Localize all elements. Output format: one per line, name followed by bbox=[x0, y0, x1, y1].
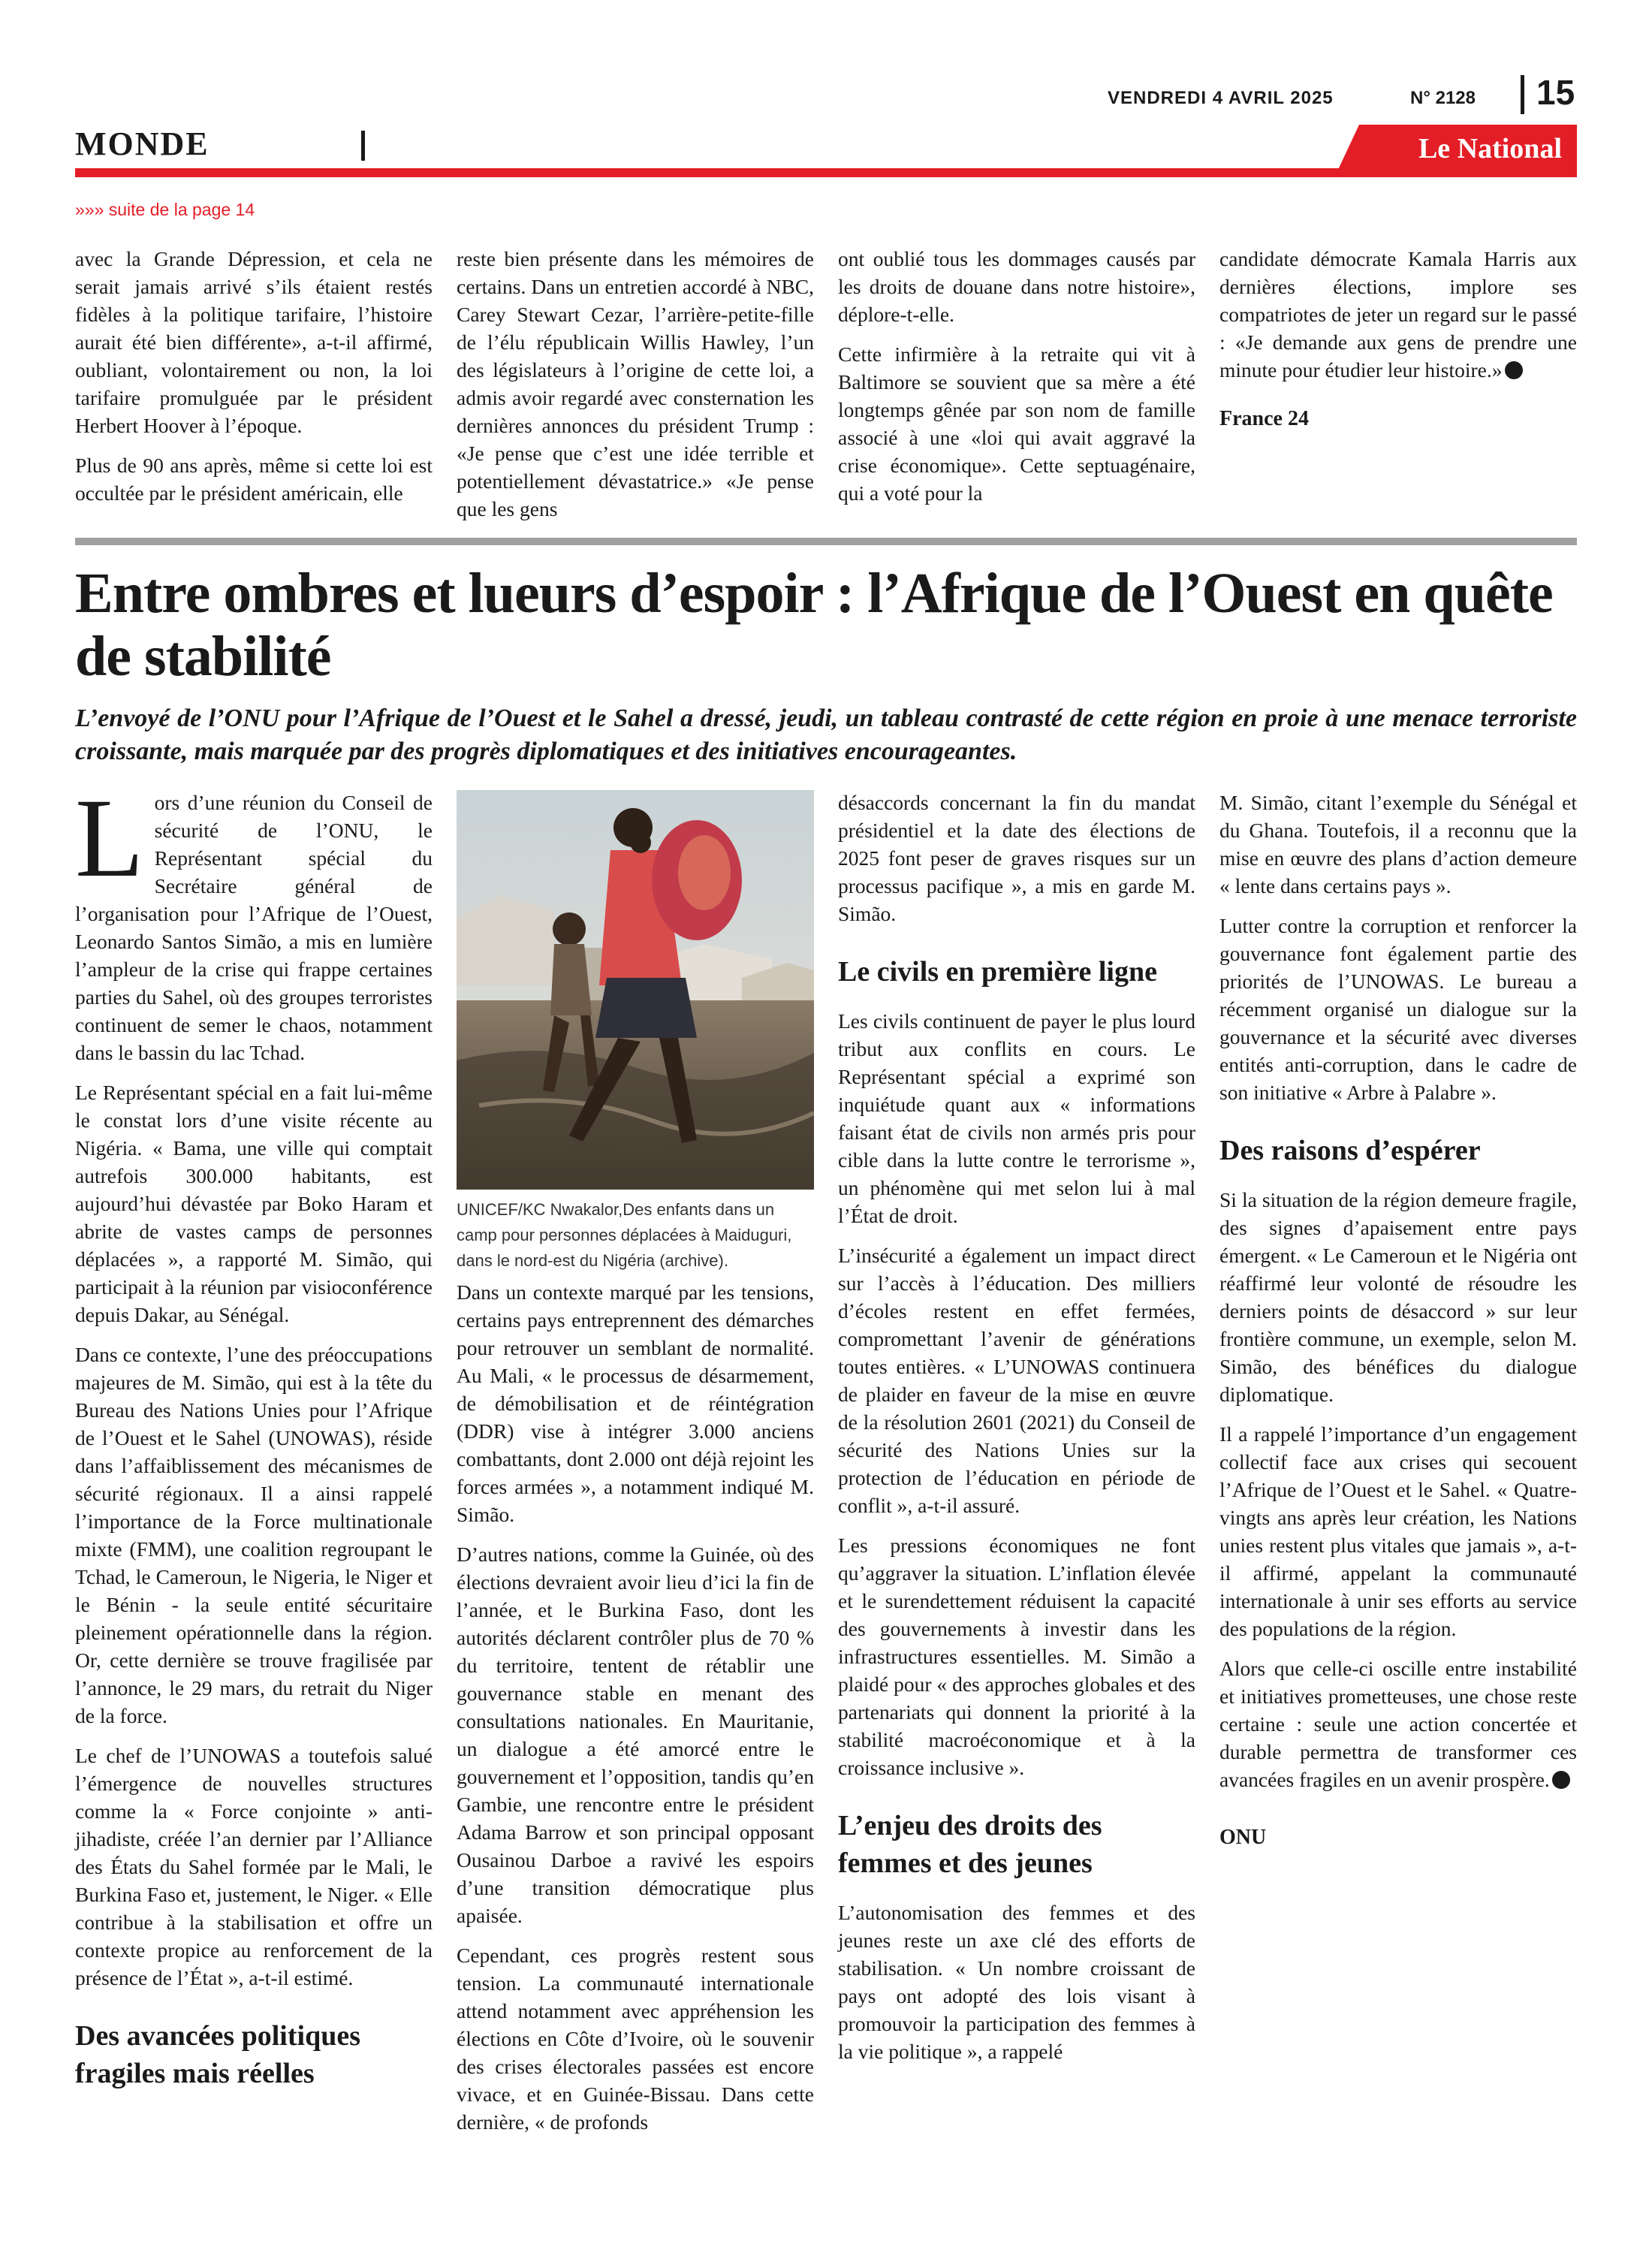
page-number: 15 bbox=[1536, 73, 1575, 112]
paragraph-text: Alors que celle-ci oscille entre instabilité et initiatives prometteuses, une chose reste certaine : seule une action concertée et durable permettra de transformer ces avancées fragiles en un avenir prospère. bbox=[1219, 1657, 1577, 1791]
subheading: L’enjeu des droits des femmes et des jeunes bbox=[838, 1810, 1102, 1879]
paragraph: ont oublié tous les dommages causés par les droits de douane dans notre histoire», déplore-t-elle. bbox=[838, 247, 1195, 326]
article-separator bbox=[75, 538, 1577, 545]
paragraph: Plus de 90 ans après, même si cette loi est occultée par le président américain, elle bbox=[75, 454, 433, 505]
paragraph: reste bien présente dans les mémoires de certains. Dans un entretien accordé à NBC, Carey Stewart Cezar, l’arrière-petite-fille de l’élu républicain Willis Hawley, l’un des législateurs à l’origine de cette loi, a admis avoir regardé avec consternation les dernières annonces du président Trump : «Je pense que c’est une idée terrible et potentiellement dévastatrice.» «Je pense que les gens bbox=[457, 247, 814, 520]
top-article-column-1 bbox=[75, 245, 433, 519]
paragraph: Le chef de l’UNOWAS a toutefois salué l’émergence de nouvelles structures comme la « Force conjointe » anti-jihadiste, créée l’an dernier par l’Alliance des États du Sahel formée par le Mali, le Burkina Faso et, justement, le Niger. « Elle contribue à la stabilisation et offre un contexte propice au renforcement de la présence de l’État », a-t-il estimé. bbox=[75, 1744, 433, 1989]
section-title: MONDE bbox=[75, 125, 210, 162]
top-article-column-3 bbox=[838, 245, 1195, 519]
paragraph: Cependant, ces progrès restent sous tension. La communauté internationale attend notamment avec appréhension les élections en Côte d’Ivoire, où le souvenir des crises électorales passées est encore vivace, et en Guinée-Bissau. Dans cette dernière, « de profonds bbox=[457, 1944, 814, 2134]
paragraph: L’autonomisation des femmes et des jeunes reste un axe clé des efforts de stabilisation. « Un nombre croissant de pays ont adopté des lois visant à promouvoir la participation des femmes à la vie politique », a rappelé bbox=[838, 1901, 1195, 2063]
paragraph: Il a rappelé l’importance d’un engagement collectif face aux crises qui secouent l’Afrique de l’Ouest et le Sahel. « Quatre-vingts ans après leur création, les Nations unies restent plus vitales que jamais », a-t-il affirmé, appelant la communauté internationale à unir ses efforts au service des populations de la région. bbox=[1219, 1422, 1577, 1640]
paragraph: M. Simão, citant l’exemple du Sénégal et du Ghana. Toutefois, il a reconnu que la mise en œuvre des plans d’action demeure « lente dans certains pays ». bbox=[1219, 791, 1577, 897]
article-signature: ONU bbox=[1219, 1826, 1267, 1849]
subheading: Des raisons d’espérer bbox=[1219, 1135, 1481, 1166]
paragraph: Si la situation de la région demeure fragile, des signes d’apaisement entre pays émergent. « Le Cameroun et le Nigéria ont réaffirmé leur volonté de résoudre les derniers points de désaccord » sur leur frontière commune, un exemple, selon M. Simão, des bénéfices du dialogue diplomatique. bbox=[1219, 1188, 1577, 1406]
article-column-3 bbox=[838, 789, 1195, 2077]
brand-logo: Le National bbox=[1418, 133, 1562, 164]
paragraph: Lutter contre la corruption et renforcer la gouvernance font également partie des priorités de l’UNOWAS. Le bureau a récemment organisé un dialogue sur la gouvernance et la sécurité avec diverses entités anti-corruption, dans le cadre de son initiative « Arbre à Palabre ». bbox=[1219, 914, 1577, 1104]
article-signature: France 24 bbox=[1219, 407, 1309, 430]
paragraph: L’insécurité a également un impact direct sur l’accès à l’éducation. Des milliers d’écoles restent en effet fermées, compromettant l’avenir de générations toutes entières. « L’UNOWAS continuera de plaider en faveur de la mise en œuvre de la résolution 2601 (2021) du Conseil de sécurité des Nations Unies sur la protection de l’éducation en période de conflit », a-t-il assuré. bbox=[838, 1244, 1195, 1517]
photo-caption: UNICEF/KC Nwakalor,Des enfants dans un camp pour personnes déplacées à Maiduguri, dans le nord-est du Nigéria (archive). bbox=[457, 1200, 792, 1270]
paragraph bbox=[1219, 1654, 1577, 1793]
paragraph: Dans ce contexte, l’une des préoccupations majeures de M. Simão, qui est à la tête du Bureau des Nations Unies pour l’Afrique de l’Ouest et le Sahel (UNOWAS), réside dans l’affaiblissement des mécanismes de sécurité régionaux. Il a ainsi rappelé l’importance de la Force multinationale mixte (FMM), une coalition regroupant le Tchad, le Cameroun, le Nigeria, le Niger et le Bénin - la seule entité sécuritaire pleinement opérationnelle dans la région. Or, cette dernière se trouve fragilisée par l’annonce, le 29 mars, du retrait du Niger de la force. bbox=[75, 1343, 433, 1727]
top-article-column-4 bbox=[1219, 245, 1577, 445]
paragraph-text: candidate démocrate Kamala Harris aux dernières élections, implore ses compatriotes de jeter un regard sur le passé : «Je demande aux gens de prendre une minute pour étudier leur histoire.» bbox=[1219, 247, 1577, 382]
article-column-1 bbox=[75, 776, 433, 2109]
paragraph: désaccords concernant la fin du mandat présidentiel et la date des élections de 2025 font peser de graves risques sur un processus pacifique », a mis en garde M. Simão. bbox=[838, 791, 1195, 925]
article-standfirst: L’envoyé de l’ONU pour l’Afrique de l’Ouest et le Sahel a dressé, jeudi, un tableau contrasté de cette région en proie à une menace terroriste croissante, mais marquée par des progrès diplomatiques et des initiatives encourageantes. bbox=[75, 704, 1577, 765]
paragraph bbox=[75, 776, 433, 1066]
paragraph: D’autres nations, comme la Guinée, où des élections devraient avoir lieu d’ici la fin de l’année, et le Burkina Faso, dont les autorités déclarent contrôler plus de 70 % du territoire, tentent de rétablir une gouvernance stable en menant des consultations nationales. En Mauritanie, un dialogue a été amorcé entre le gouvernement et l’opposition, tandis qu’en Gambie, une rencontre entre le président Adama Barrow et son principal opposant Ousainou Darboe a ravivé les espoirs d’une transition démocratique plus apaisée. bbox=[457, 1543, 814, 1927]
paragraph: Dans un contexte marqué par les tensions, certains pays entreprennent des démarches pour retrouver un semblant de normalité. Au Mali, « le processus de désarmement, de démobilisation et de réintégration (DDR) vise à intégrer 3.000 anciens combattants, dont 2.000 ont déjà rejoint les forces armées », a notamment indiqué M. Simão. bbox=[457, 1280, 814, 1526]
subheading: Le civils en première ligne bbox=[838, 956, 1157, 988]
article-headline: Entre ombres et lueurs d’espoir : l’Afrique de l’Ouest en quête de stabilité bbox=[75, 562, 1553, 688]
top-article-column-2 bbox=[457, 245, 814, 535]
issue-number: N° 2128 bbox=[1410, 88, 1476, 108]
children-in-camp-photo bbox=[457, 790, 814, 1190]
end-of-article-icon bbox=[1505, 361, 1523, 379]
continuation-note: »»» suite de la page 14 bbox=[75, 200, 255, 219]
paragraph: Les civils continuent de payer le plus lourd tribut aux conflits en cours. Le Représentant spécial a exprimé son inquiétude quant aux « informations faisant état de civils non armés pris pour cible dans la lutte contre le terrorisme », un phénomène qui met selon lui à mal l’État de droit. bbox=[838, 1009, 1195, 1227]
paragraph bbox=[1219, 245, 1577, 384]
paragraph: Les pressions économiques ne font qu’aggraver la situation. L’inflation élevée et le surendettement réduisent la capacité des gouvernements à investir dans les infrastructures essentielles. M. Simão a plaidé pour « des approches globales et des partenariats qui donnent la priorité à la stabilité macroéconomique et à la croissance inclusive ». bbox=[838, 1534, 1195, 1779]
article-column-2 bbox=[457, 1278, 814, 2148]
paragraph-text: ors d’une réunion du Conseil de sécurité de l’ONU, le Représentant spécial du Secrétaire général de l’organisation pour l’Afrique de l’Ouest, Leonardo Santos Simão, a mis en lumière l’ampleur de la crise qui frappe certaines parties du Sahel, où des groupes terroristes continuent de semer le chaos, notamment dans le bassin du lac Tchad. bbox=[75, 791, 433, 1064]
paragraph: avec la Grande Dépression, et cela ne serait jamais arrivé s’ils étaient restés fidèles à la politique tarifaire, l’histoire aurait été bien différente», a-t-il affirmé, oubliant, volontairement ou non, la loi tarifaire promulguée par le président Herbert Hoover à l’époque. bbox=[75, 247, 433, 437]
article-column-4 bbox=[1219, 789, 1577, 1863]
drop-cap: L bbox=[75, 776, 144, 900]
section-divider bbox=[361, 131, 365, 161]
header-divider bbox=[1521, 75, 1524, 114]
paragraph: Cette infirmière à la retraite qui vit à Baltimore se souvient que sa mère a été longtemps gênée par son nom de famille associé à une «loi qui avait aggravé la crise économique». Cette septuagénaire, qui a voté pour la bbox=[838, 342, 1195, 505]
subheading: Des avancées politiques fragiles mais réelles bbox=[75, 2020, 360, 2089]
end-of-article-icon bbox=[1552, 1771, 1570, 1789]
edition-date: VENDREDI 4 AVRIL 2025 bbox=[1108, 88, 1334, 108]
paragraph: Le Représentant spécial en a fait lui-même le constat lors d’une visite récente au Nigéria. « Bama, une ville qui comptait autrefois 300.000 habitants, est aujourd’hui dévastée par Boko Haram et abrite de vastes camps de personnes déplacées », a rapporté M. Simão, qui participait à la réunion par visioconférence depuis Dakar, au Sénégal. bbox=[75, 1081, 433, 1326]
